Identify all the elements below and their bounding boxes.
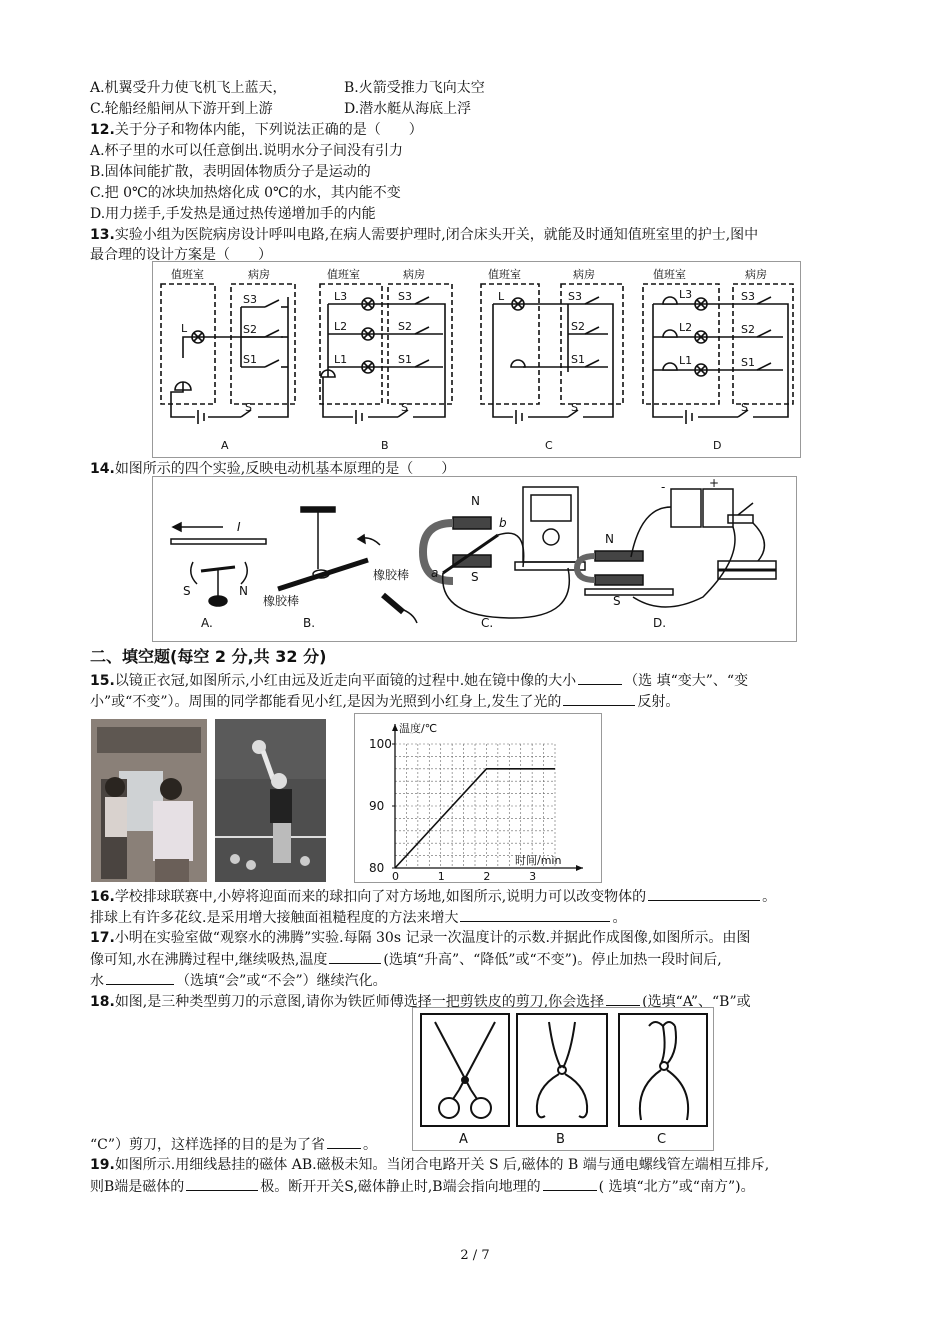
c-option-label: C <box>545 439 553 452</box>
q17-text-3a: 水 <box>90 973 104 989</box>
c-a-label: a <box>431 566 439 580</box>
a-option-label: A. <box>201 616 213 630</box>
d-option-label: D <box>713 439 722 452</box>
d-s3-label: S3 <box>741 290 755 303</box>
q12-number: 12. <box>90 122 115 138</box>
volleyball-photo <box>215 719 326 882</box>
a-option-label: A <box>221 439 229 452</box>
b-l1-label: L1 <box>334 353 348 366</box>
q13-stem-line-2: 最合理的设计方案是（ ） <box>90 247 272 263</box>
a-current-label: I <box>237 520 241 534</box>
q11-option-d: D.潜水艇从海底上浮 <box>344 101 472 117</box>
q16-line-2 <box>90 907 626 928</box>
a-lamp-label: L <box>181 322 188 335</box>
q19-text-2a: 则B端是磁体的 <box>90 1179 185 1195</box>
y-axis-label: 温度/℃ <box>399 722 438 735</box>
q16-text-1b: 。 <box>762 889 777 905</box>
q19-text-2c: ( 选填“北方”或“南方”)。 <box>598 1179 755 1195</box>
temperature-time-chart <box>354 713 602 883</box>
c-duty-room-label: 值班室 <box>488 268 521 281</box>
q13-circuit-figure <box>152 261 801 458</box>
b-s1-label: S1 <box>398 353 412 366</box>
q15-text-2b: 反射。 <box>637 694 680 710</box>
b-ward-label: 病房 <box>403 268 425 281</box>
c-south-label: S <box>471 570 479 584</box>
q16-blank-1[interactable] <box>648 886 760 901</box>
d-duty-room-label: 值班室 <box>653 268 686 281</box>
q16-text-2b: 。 <box>612 910 627 926</box>
q13-number: 13. <box>90 227 115 243</box>
x-tick-label: 1 <box>437 870 445 883</box>
c-s2-label: S2 <box>571 320 585 333</box>
b-rubber-rod-2: 橡胶棒 <box>373 568 410 582</box>
q19-text-1: 如图所示.用细线悬挂的磁体 AB.磁极未知。当闭合电路开关 S 后,磁体的 B 端与通电螺线管左端相互排斥, <box>114 1157 770 1173</box>
q13-stem-line-1 <box>90 225 758 245</box>
y-axis-arrow <box>392 724 398 731</box>
q18-text-2b: 。 <box>363 1137 378 1153</box>
c-b-label: b <box>499 516 507 530</box>
b-s-label: S <box>401 401 408 414</box>
q17-line-3 <box>90 970 387 991</box>
q15-blank-2[interactable] <box>563 691 635 706</box>
q15-line-2 <box>90 691 679 712</box>
b-l3-label: L3 <box>334 290 348 303</box>
q12-option-c: C.把 0℃的冰块加热熔化成 0℃的水，其内能不变 <box>90 185 401 201</box>
q17-blank-1[interactable] <box>329 949 381 964</box>
scissors-figure <box>412 1007 714 1151</box>
a-duty-room-box <box>161 284 215 404</box>
q11-option-row-1 <box>90 78 485 98</box>
d-l2-label: L2 <box>679 321 693 334</box>
q16-blank-2[interactable] <box>460 907 610 922</box>
q17-text-3b: （选填“会”或“不会”）继续汽化。 <box>176 973 387 989</box>
q19-line-1 <box>90 1155 769 1175</box>
c-s1-label: S1 <box>571 353 585 366</box>
d-ward-label: 病房 <box>745 268 767 281</box>
c-lamp-label: L <box>498 290 505 303</box>
q19-line-2 <box>90 1176 755 1197</box>
scissors-a-label: A <box>459 1132 468 1147</box>
c-option-label: C. <box>481 616 494 630</box>
d-s2-label: S2 <box>741 323 755 336</box>
q16-number: 16. <box>90 889 115 905</box>
q12-stem-text: 关于分子和物体内能，下列说法正确的是（ ） <box>114 122 423 138</box>
y-tick-label: 90 <box>369 799 385 813</box>
c-ward-label: 病房 <box>573 268 595 281</box>
b-option-label: B <box>381 439 389 452</box>
d-north-label: N <box>605 532 614 546</box>
b-s2-label: S2 <box>398 320 412 333</box>
q15-blank-1[interactable] <box>578 670 622 685</box>
q11-option-b: B.火箭受推力飞向太空 <box>344 80 485 96</box>
a-s1-label: S1 <box>243 353 257 366</box>
a-duty-room-label: 值班室 <box>171 268 204 281</box>
q12-stem <box>90 120 423 140</box>
q11-option-row-2 <box>90 99 472 119</box>
c-s-label: S <box>571 401 578 414</box>
q15-line-1 <box>90 670 748 691</box>
a-ward-label: 病房 <box>248 268 270 281</box>
q15-text-2a: 小”或“不变”）。周围的同学都能看见小红,是因为光照到小红身上,发生了光的 <box>90 694 562 710</box>
q14-stem-text: 如图所示的四个实验,反映电动机基本原理的是（ ） <box>114 461 456 477</box>
q18-line-2 <box>90 1134 377 1155</box>
q19-blank-2[interactable] <box>543 1176 597 1191</box>
q15-number: 15. <box>90 673 115 689</box>
d-option-label: D. <box>653 616 667 630</box>
d-l1-label: L1 <box>679 354 693 367</box>
x-axis-arrow <box>576 865 583 871</box>
d-minus-label: - <box>661 480 666 494</box>
mirror-photo <box>91 719 207 882</box>
a-s-label: S <box>245 401 252 414</box>
b-s3-label: S3 <box>398 290 412 303</box>
q12-option-a: A.杯子里的水可以任意倒出.说明水分子间没有引力 <box>90 143 404 159</box>
q18-number: 18. <box>90 994 115 1010</box>
q18-text-1b: (选填“A”、“B”或 <box>642 994 751 1010</box>
q12-option-d: D.用力搓手,手发热是通过热传递增加手的内能 <box>90 206 376 222</box>
q11-option-a: A.机翼受升力使飞机飞上蓝天， <box>90 80 287 96</box>
q17-line-2 <box>90 949 722 970</box>
a-s2-label: S2 <box>243 323 257 336</box>
q15-text-1b: （选 填“变大”、“变 <box>624 673 749 689</box>
c-s3-label: S3 <box>568 290 582 303</box>
q19-number: 19. <box>90 1157 115 1173</box>
q18-text-1a: 如图,是三种类型剪刀的示意图,请你为铁匠师傅选择一把剪铁皮的剪刀,你会选择 <box>114 994 605 1010</box>
d-l3-label: L3 <box>679 288 693 301</box>
c-north-label: N <box>471 494 480 508</box>
q18-text-2a: “C”）剪刀，这样选择的目的是为了省 <box>90 1137 326 1153</box>
b-l2-label: L2 <box>334 320 348 333</box>
q11-option-c: C.轮船经船闸从下游开到上游 <box>90 101 273 117</box>
x-tick-label: 3 <box>529 870 537 883</box>
q17-text-2b: (选填“升高”、“降低”或“不变”)。停止加热一段时间后, <box>383 952 722 968</box>
a-south-label: S <box>183 584 191 598</box>
d-plus-label: + <box>709 476 720 490</box>
q14-number: 14. <box>90 461 115 477</box>
q18-blank-2[interactable] <box>327 1134 361 1149</box>
q19-text-2b: 极。断开开关S,磁体静止时,B端会指向地理的 <box>260 1179 541 1195</box>
q17-text-2a: 像可知,水在沸腾过程中,继续吸热,温度 <box>90 952 328 968</box>
q12-option-b: B.固体间能扩散，表明固体物质分子是运动的 <box>90 164 371 180</box>
q16-line-1 <box>90 886 776 907</box>
q15-text-1a: 以镜正衣冠,如图所示,小红由远及近走向平面镜的过程中.她在镜中像的大小 <box>114 673 577 689</box>
d-s-label: S <box>741 401 748 414</box>
q19-blank-1[interactable] <box>186 1176 258 1191</box>
q17-line-1 <box>90 928 750 948</box>
q13-stem-text: 实验小组为医院病房设计呼叫电路,在病人需要护理时,闭合床头开关，就能及时通知值班室里的护士,图中 <box>114 227 759 243</box>
q16-text-1a: 学校排球联赛中,小婷将迎面而来的球扣向了对方场地,如图所示,说明力可以改变物体的 <box>114 889 647 905</box>
page-number: 2 / 7 <box>460 1248 490 1263</box>
b-option-label: B. <box>303 616 316 630</box>
b-rubber-rod-1: 橡胶棒 <box>263 594 300 608</box>
a-s3-label: S3 <box>243 293 257 306</box>
section-heading-fill-in: 二、填空题(每空 2 分,共 32 分) <box>90 647 327 666</box>
q17-number: 17. <box>90 930 115 946</box>
d-south-label: S <box>613 594 621 608</box>
q17-text-1: 小明在实验室做“观察水的沸腾”实验.每隔 30s 记录一次温度计的示数.并据此作成图像,如图所示。由图 <box>114 930 751 946</box>
q14-experiment-figure <box>152 476 797 642</box>
a-north-label: N <box>239 584 248 598</box>
x-tick-label: 0 <box>392 870 399 883</box>
y-tick-label: 80 <box>369 861 385 875</box>
y-tick-label: 100 <box>369 737 392 751</box>
q18-blank-1[interactable] <box>606 991 640 1006</box>
q17-blank-2[interactable] <box>106 970 174 985</box>
x-tick-label: 2 <box>483 870 491 883</box>
b-duty-room-label: 值班室 <box>327 268 360 281</box>
scissors-b-label: B <box>556 1132 565 1147</box>
x-axis-label: 时间/min <box>515 854 562 867</box>
q16-text-2a: 排球上有许多花纹.是采用增大接触面祖糙程度的方法来增大 <box>90 910 459 926</box>
d-s1-label: S1 <box>741 356 755 369</box>
scissors-c-label: C <box>657 1132 667 1147</box>
